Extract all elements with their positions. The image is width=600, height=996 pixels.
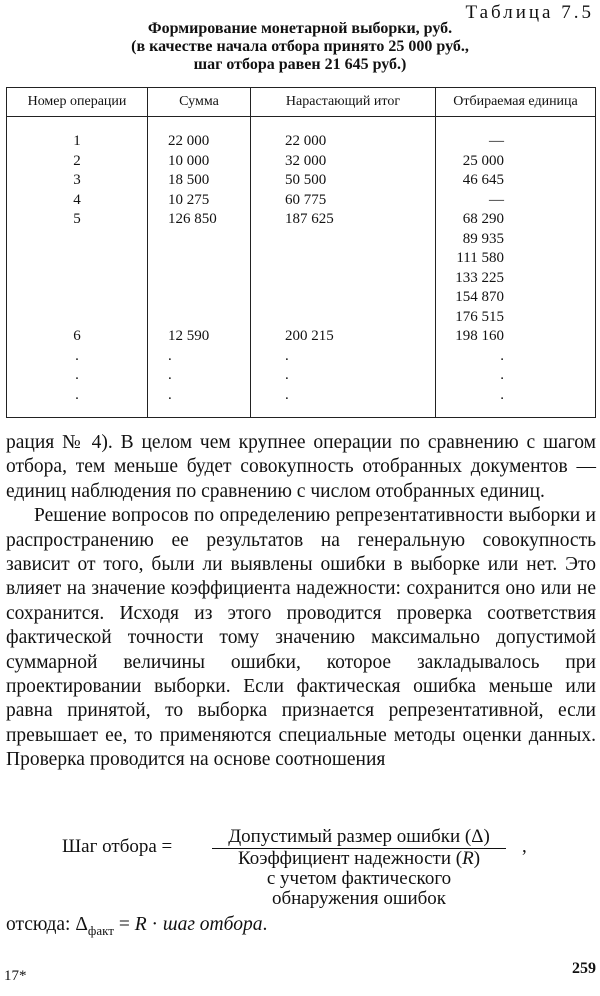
table-bottom-row xyxy=(7,405,596,418)
table-row xyxy=(7,308,596,328)
cell-cumulative-total: 50 500 xyxy=(251,171,436,191)
table-row xyxy=(7,132,596,152)
table-row xyxy=(7,347,596,367)
cell-selected-unit: . xyxy=(436,386,596,406)
table-row xyxy=(7,269,596,289)
cell-operation-number: . xyxy=(7,347,148,367)
cell-selected-unit: — xyxy=(436,191,596,211)
table-row xyxy=(7,366,596,386)
header-cumulative-total: Нарастающий итог xyxy=(251,88,436,117)
cell-cumulative-total: 200 215 xyxy=(251,327,436,347)
formula-comma: , xyxy=(522,836,527,857)
cell-selected-unit: . xyxy=(436,366,596,386)
cell-amount: . xyxy=(148,347,251,367)
cell-cumulative-total: 187 625 xyxy=(251,210,436,230)
table-spacer-row xyxy=(7,117,596,133)
cell-amount xyxy=(148,249,251,269)
cell-cumulative-total xyxy=(251,230,436,250)
header-amount: Сумма xyxy=(148,88,251,117)
page-number: 259 xyxy=(572,960,596,977)
cell-operation-number xyxy=(7,288,148,308)
cell-cumulative-total xyxy=(251,249,436,269)
header-selected-unit: Отбираемая единица xyxy=(436,88,596,117)
cell-cumulative-total: 32 000 xyxy=(251,152,436,172)
table-row xyxy=(7,210,596,230)
formula-denominator-line-1: Коэффициент надежности (R) xyxy=(237,848,481,869)
caption-line-1: Формирование монетарной выборки, руб. xyxy=(147,20,453,37)
formula-fraction xyxy=(208,826,510,909)
cell-amount: 10 275 xyxy=(148,191,251,211)
table-row xyxy=(7,191,596,211)
signature-mark: 17* xyxy=(4,968,27,984)
cell-selected-unit: 89 935 xyxy=(436,230,596,250)
paragraph-2: Решение вопросов по определению репрезентативности выборки и распространению ее результатов на генеральную совокупность зависит от того, были ли выявлены ошибки в выборке или нет. Это влияет на значение коэффициента надежности: сохранится оно или не сохранится. Исходя из этого проводится проверка соответствия фактической точности тому значению максимально допустимой суммарной величины ошибки, которое закладывалось при проектировании выборки. Если фактическая ошибка меньше или равна принятой, то выборка признается репрезентативной, если превышает ее, то применяются специальные методы оценки данных. Проверка проводится на основе соотношения xyxy=(6,505,596,771)
cell-cumulative-total: 60 775 xyxy=(251,191,436,211)
table-row xyxy=(7,386,596,406)
cell-operation-number: . xyxy=(7,366,148,386)
cell-operation-number xyxy=(7,308,148,328)
cell-cumulative-total: . xyxy=(251,366,436,386)
cell-amount xyxy=(148,288,251,308)
cell-operation-number: 3 xyxy=(7,171,148,191)
cell-operation-number: . xyxy=(7,386,148,406)
formula xyxy=(0,826,600,909)
body-text xyxy=(6,431,596,773)
cell-operation-number: 4 xyxy=(7,191,148,211)
cell-amount: 22 000 xyxy=(148,132,251,152)
cell-selected-unit: . xyxy=(436,347,596,367)
cell-operation-number: 6 xyxy=(7,327,148,347)
cell-selected-unit: 68 290 xyxy=(436,210,596,230)
cell-selected-unit: 154 870 xyxy=(436,288,596,308)
paragraph-1: рация № 4). В целом чем крупнее операции по сравнению с шагом отбора, тем меньше будет совокупность отобранных документов — единиц наблюдения по сравнению с числом отобранных единиц. xyxy=(6,432,596,502)
table-row xyxy=(7,152,596,172)
cell-cumulative-total xyxy=(251,308,436,328)
table-caption xyxy=(0,20,600,74)
header-operation-number: Номер операции xyxy=(7,88,148,117)
table-label: Таблица 7.5 xyxy=(465,2,594,23)
cell-cumulative-total: 22 000 xyxy=(251,132,436,152)
table-body xyxy=(7,117,596,418)
cell-amount: . xyxy=(148,386,251,406)
cell-amount: 10 000 xyxy=(148,152,251,172)
cell-selected-unit: 25 000 xyxy=(436,152,596,172)
cell-cumulative-total: . xyxy=(251,386,436,406)
table-row xyxy=(7,171,596,191)
formula-lhs: Шаг отбора = xyxy=(62,836,173,857)
cell-selected-unit: — xyxy=(436,132,596,152)
cell-cumulative-total xyxy=(251,269,436,289)
cell-selected-unit: 46 645 xyxy=(436,171,596,191)
cell-amount: 18 500 xyxy=(148,171,251,191)
cell-amount: . xyxy=(148,366,251,386)
formula-numerator: Допустимый размер ошибки (Δ) xyxy=(228,826,490,847)
cell-operation-number xyxy=(7,269,148,289)
cell-amount xyxy=(148,230,251,250)
table-row xyxy=(7,288,596,308)
cell-selected-unit: 111 580 xyxy=(436,249,596,269)
table-row xyxy=(7,230,596,250)
formula-consequence: отсюда: $\Delta_{факт} = R$ · шаг отбора. xyxy=(6,914,268,938)
caption-line-2: (в качестве начала отбора принято 25 000 руб., xyxy=(131,38,469,55)
cell-amount: 126 850 xyxy=(148,210,251,230)
cell-amount: 12 590 xyxy=(148,327,251,347)
cell-operation-number xyxy=(7,249,148,269)
cell-selected-unit: 176 515 xyxy=(436,308,596,328)
cell-cumulative-total xyxy=(251,288,436,308)
cell-operation-number: 2 xyxy=(7,152,148,172)
cell-operation-number xyxy=(7,230,148,250)
table-header-row xyxy=(7,88,596,117)
cell-operation-number: 1 xyxy=(7,132,148,152)
cell-operation-number: 5 xyxy=(7,210,148,230)
formula-denominator-line-2: с учетом фактического xyxy=(266,868,452,889)
table-row xyxy=(7,249,596,269)
cell-amount xyxy=(148,269,251,289)
caption-line-3: шаг отбора равен 21 645 руб.) xyxy=(193,56,407,73)
formula-denominator-line-3: обнаружения ошибок xyxy=(271,888,447,909)
cell-selected-unit: 133 225 xyxy=(436,269,596,289)
cell-selected-unit: 198 160 xyxy=(436,327,596,347)
sampling-table xyxy=(6,87,596,418)
cell-amount xyxy=(148,308,251,328)
table-row xyxy=(7,327,596,347)
cell-cumulative-total: . xyxy=(251,347,436,367)
